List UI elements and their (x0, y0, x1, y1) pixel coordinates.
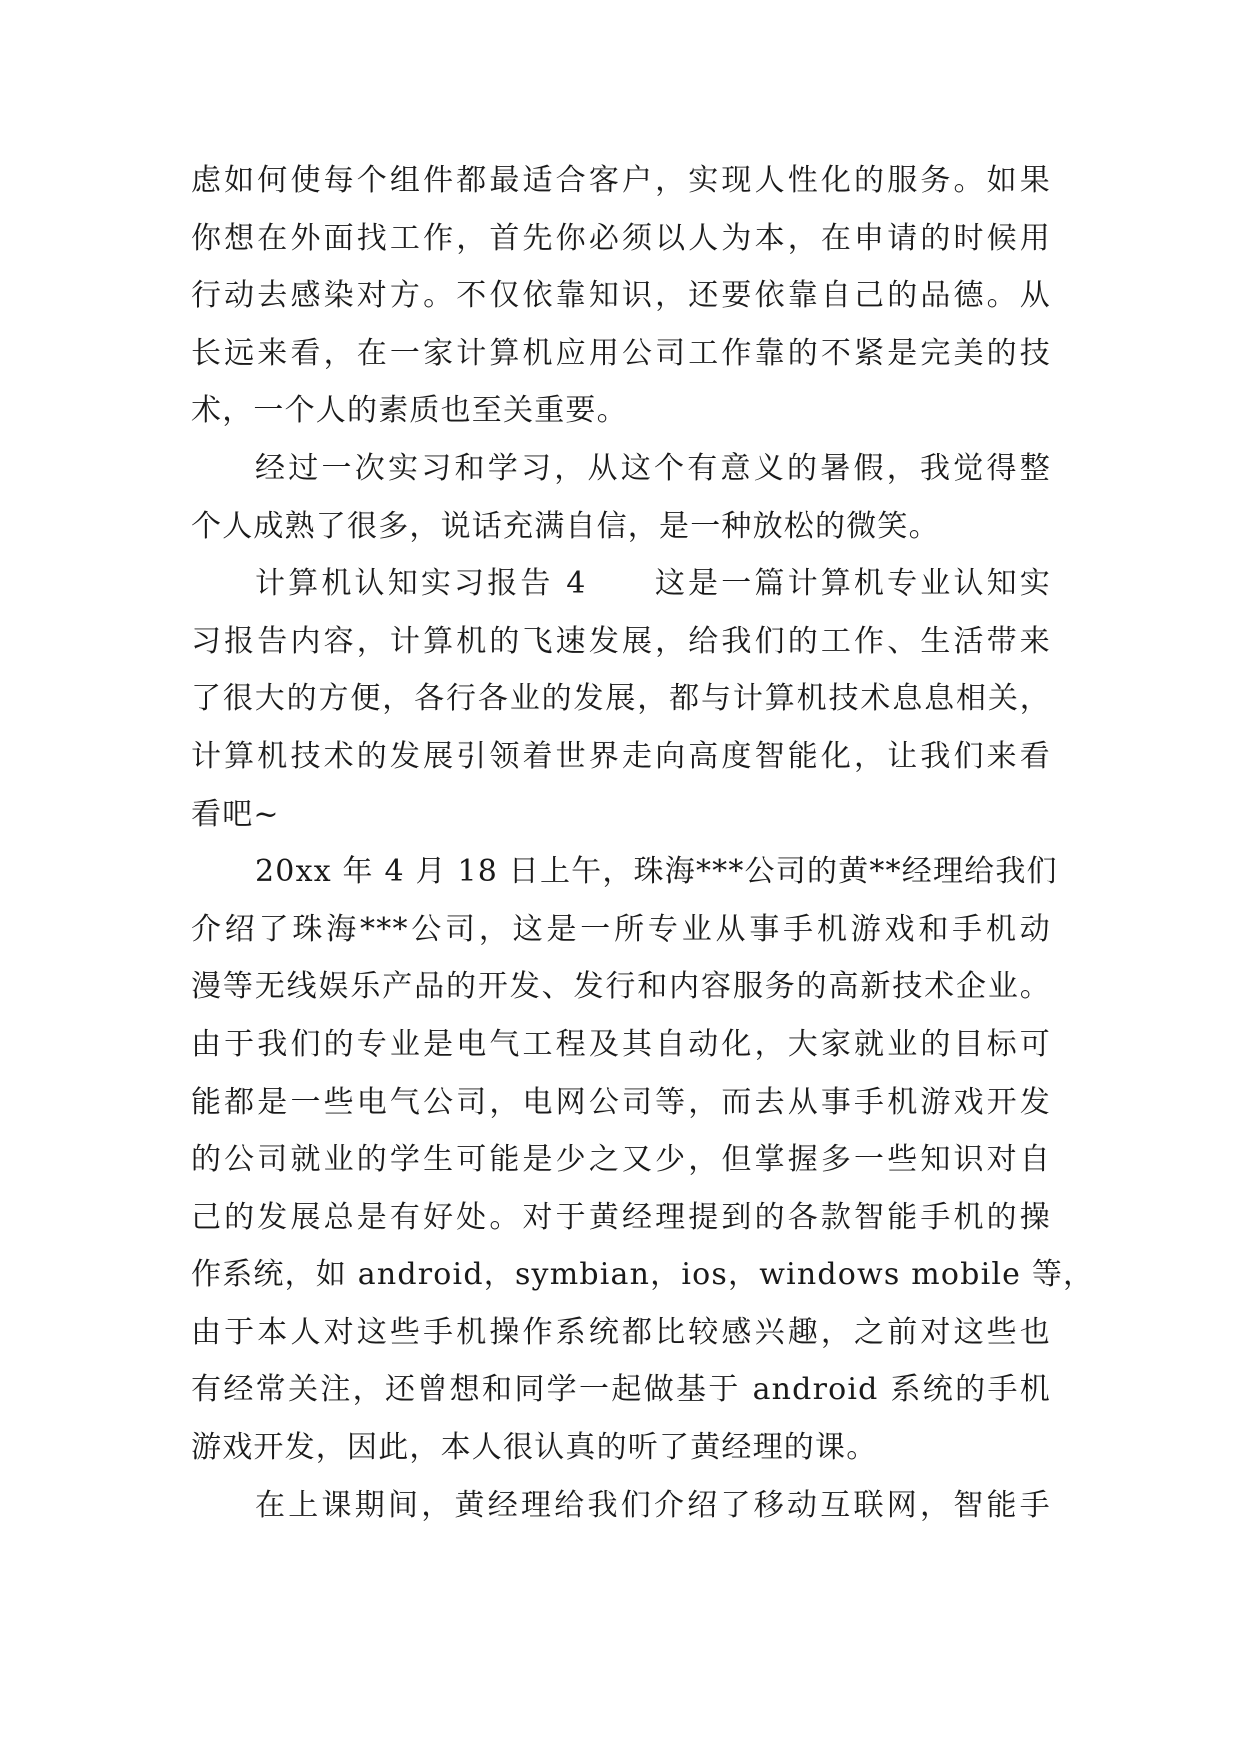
text-line: 有经常关注，还曾想和同学一起做基于 android 系统的手机 (191, 1372, 1051, 1408)
text-line: 计算机技术的发展引领着世界走向高度智能化，让我们来看 (191, 738, 1051, 774)
paragraph-first-line: 经过一次实习和学习，从这个有意义的暑假，我觉得整 (255, 450, 1051, 486)
text-line: 个人成熟了很多，说话充满自信，是一种放松的微笑。 (191, 508, 940, 544)
text-line: 你想在外面找工作，首先你必须以人为本，在申请的时候用 (191, 220, 1051, 256)
text-line: 游戏开发，因此，本人很认真的听了黄经理的课。 (191, 1430, 878, 1466)
paragraph-first-line: 20xx 年 4 月 18 日上午，珠海***公司的黄**经理给我们 (255, 854, 1058, 890)
text-line: 己的发展总是有好处。对于黄经理提到的各款智能手机的操 (191, 1199, 1051, 1235)
text-line: 行动去感染对方。不仅依靠知识，还要依靠自己的品德。从 (191, 278, 1051, 314)
text-line: 漫等无线娱乐产品的开发、发行和内容服务的高新技术企业。 (191, 969, 1051, 1005)
text-line: 介绍了珠海***公司，这是一所专业从事手机游戏和手机动 (191, 911, 1051, 947)
text-line: 术，一个人的素质也至关重要。 (191, 393, 628, 429)
text-line: 由于本人对这些手机操作系统都比较感兴趣，之前对这些也 (191, 1314, 1051, 1350)
text-line: 由于我们的专业是电气工程及其自动化，大家就业的目标可 (191, 1026, 1051, 1062)
text-line: 习报告内容，计算机的飞速发展，给我们的工作、生活带来 (191, 623, 1051, 659)
paragraph-first-line: 计算机认知实习报告 4 这是一篇计算机专业认知实 (255, 566, 1051, 602)
text-line: 虑如何使每个组件都最适合客户，实现人性化的服务。如果 (191, 163, 1051, 198)
text-line: 能都是一些电气公司，电网公司等，而去从事手机游戏开发 (191, 1084, 1051, 1120)
text-line: 长远来看，在一家计算机应用公司工作靠的不紧是完美的技 (191, 335, 1051, 371)
text-line: 看吧~ (191, 796, 280, 832)
text-line: 作系统，如 android，symbian，ios，windows mobile 等， (191, 1257, 1095, 1293)
paragraph-first-line: 在上课期间，黄经理给我们介绍了移动互联网，智能手 (255, 1487, 1051, 1523)
text-line: 的公司就业的学生可能是少之又少，但掌握多一些知识对自 (191, 1142, 1051, 1178)
body-text (191, 152, 1095, 1534)
text-line: 了很大的方便，各行各业的发展，都与计算机技术息息相关， (191, 681, 1051, 717)
